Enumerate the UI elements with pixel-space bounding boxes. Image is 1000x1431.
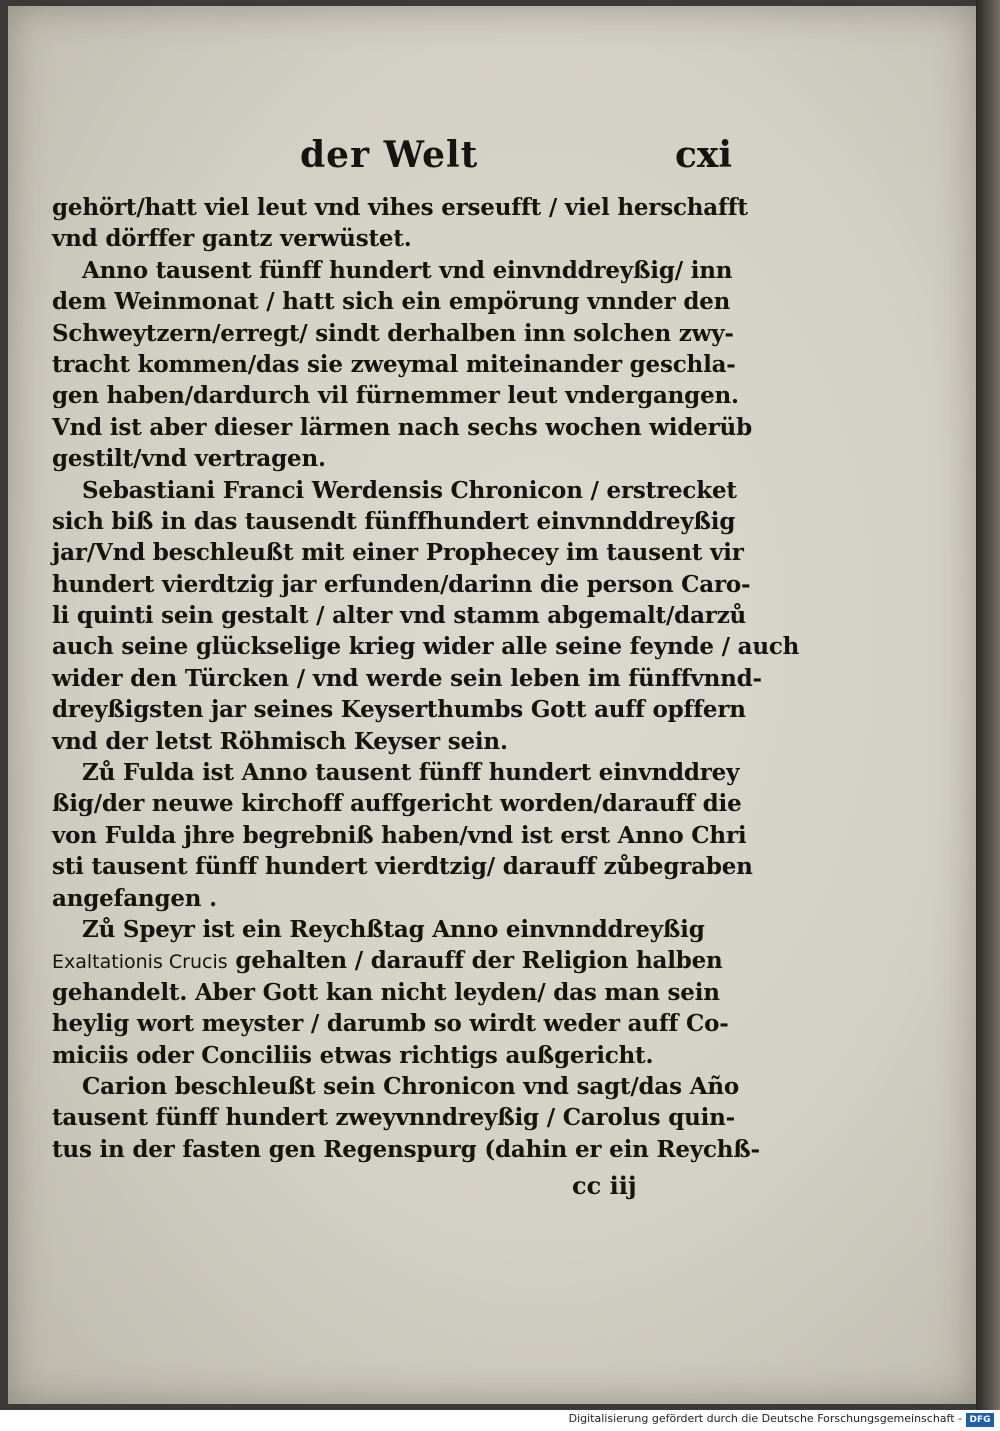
latin-phrase: Exaltationis Crucis — [52, 951, 228, 974]
text-line — [52, 600, 747, 631]
body-text — [52, 192, 800, 1165]
text-line — [52, 223, 742, 254]
footer-bar — [0, 1410, 1000, 1431]
line-text: sich biß in das tausendt fünffhundert einvnnddreyßig — [52, 507, 736, 535]
text-line — [52, 820, 747, 851]
line-text: gen haben/dardurch vil fürnemmer leut vndergangen. — [52, 382, 739, 410]
text-block — [52, 130, 800, 1209]
line-text: tausent fünff hundert zweyvnndreyßig / Carolus quin- — [52, 1104, 736, 1132]
line-text: Zů Fulda ist Anno tausent fünff hundert einvnddrey — [82, 759, 740, 787]
text-line — [52, 694, 746, 725]
line-text: gestilt/vnd vertragen. — [52, 445, 326, 473]
text-line — [52, 1071, 742, 1102]
text-line — [52, 475, 742, 506]
text-line — [52, 663, 762, 694]
line-text: vnd der letst Röhmisch Keyser sein. — [52, 727, 508, 755]
text-line — [52, 1134, 760, 1165]
line-text: angefangen . — [52, 884, 217, 912]
line-text: auch seine glückselige krieg wider alle seine feynde / auch — [52, 633, 800, 661]
line-text: Vnd ist aber dieser lärmen nach sechs wochen widerüb — [52, 413, 752, 441]
line-text: Anno tausent fünff hundert vnd einvnddreyßig/ inn — [82, 256, 733, 284]
footer-credit: Digitalisierung gefördert durch die Deutsche Forschungsgemeinschaft - — [568, 1412, 962, 1425]
text-line — [52, 977, 742, 1008]
text-line — [52, 380, 742, 411]
line-text: li quinti sein gestalt / alter vnd stamm abgemalt/darzů — [52, 602, 747, 630]
page-header — [52, 130, 742, 192]
text-line — [52, 1040, 742, 1071]
signature-mark: cc iij — [572, 1171, 637, 1201]
text-line — [52, 914, 742, 945]
dfg-logo: DFG — [966, 1413, 994, 1427]
book-edge — [976, 0, 1000, 1410]
line-text: sti tausent fünff hundert vierdtzig/ darauff zůbegraben — [52, 853, 753, 881]
text-line — [52, 286, 742, 317]
line-text: tracht kommen/das sie zweymal miteinander geschla- — [52, 350, 736, 378]
line-text: heylig wort meyster / darumb so wirdt weder auff Co- — [52, 1010, 729, 1038]
line-text: tus in der fasten gen Regenspurg (dahin er ein Reychß- — [52, 1135, 760, 1163]
line-text: gehört/hatt viel leut vnd vihes erseufft / viel herschafft — [52, 194, 748, 221]
text-line — [52, 192, 748, 223]
line-text: gehalten / darauff der Religion halben — [227, 947, 723, 975]
text-line — [52, 788, 742, 819]
text-line — [52, 443, 742, 474]
text-line — [52, 506, 742, 537]
text-line — [52, 945, 742, 976]
line-text: jar/Vnd beschleußt mit einer Prophecey im tausent vir — [52, 539, 744, 567]
text-line — [52, 537, 742, 568]
line-text: miciis oder Conciliis etwas richtigs außgericht. — [52, 1041, 654, 1069]
running-head: der Welt — [300, 134, 479, 176]
line-text: wider den Türcken / vnd werde sein leben im fünffvnnd- — [52, 664, 762, 692]
text-line — [52, 1008, 742, 1039]
text-line — [52, 255, 742, 286]
line-text: Sebastiani Franci Werdensis Chronicon / erstrecket — [82, 476, 737, 504]
line-text: hundert vierdtzig jar erfunden/darinn die person Caro- — [52, 570, 751, 598]
text-line — [52, 883, 742, 914]
text-line — [52, 757, 742, 788]
line-text: von Fulda jhre begrebniß haben/vnd ist erst Anno Chri — [52, 821, 747, 849]
text-line — [52, 631, 800, 662]
line-text: dem Weinmonat / hatt sich ein empörung vnnder den — [52, 288, 731, 316]
text-line — [52, 569, 751, 600]
catchword-line — [52, 1169, 742, 1209]
text-line — [52, 851, 753, 882]
text-line — [52, 1102, 742, 1133]
text-line — [52, 412, 752, 443]
line-text: dreyßigsten jar seines Keyserthumbs Gott auff opffern — [52, 696, 746, 724]
line-text: Carion beschleußt sein Chronicon vnd sagt/das Año — [82, 1072, 739, 1100]
text-line — [52, 349, 742, 380]
text-line — [52, 726, 742, 757]
text-line — [52, 318, 742, 349]
line-text: gehandelt. Aber Gott kan nicht leyden/ das man sein — [52, 978, 720, 1006]
line-text: ßig/der neuwe kirchoff auffgericht worden/darauff die — [52, 790, 742, 818]
line-text: Zů Speyr ist ein Reychßtag Anno einvnnddreyßig — [82, 915, 705, 943]
line-text: Schweytzern/erregt/ sindt derhalben inn solchen zwy- — [52, 319, 734, 347]
line-text: vnd dörffer gantz verwüstet. — [52, 225, 412, 253]
folio-number: cxi — [674, 134, 732, 176]
